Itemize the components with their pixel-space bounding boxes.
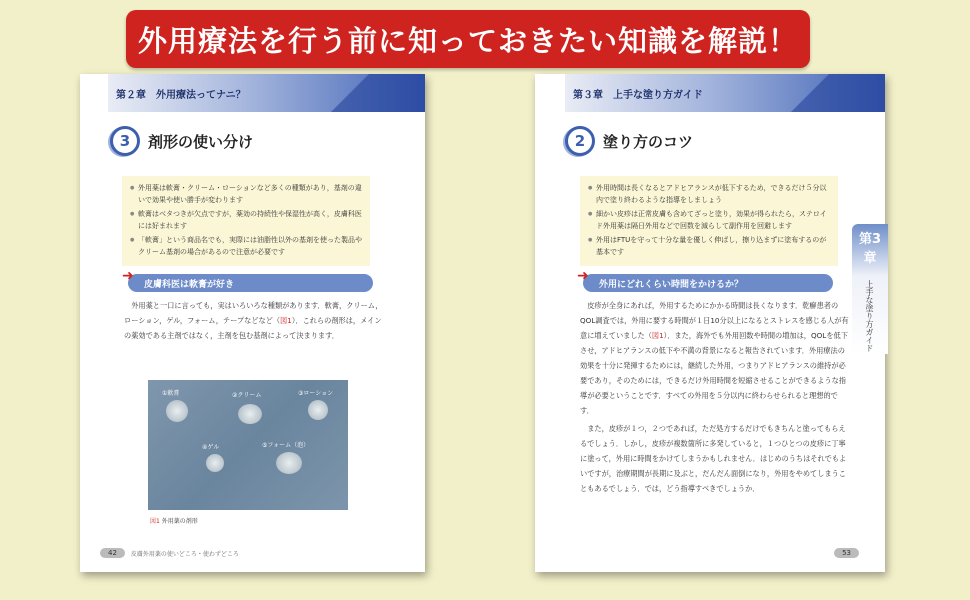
figure-reference: 図1: [280, 316, 292, 325]
summary-bullet: ● 外用はFTUを守って十分な量を優しく伸ばし，擦り込まずに塗布するのが基本です: [588, 234, 830, 258]
body-text: また，皮疹が１つ，２つであれば，ただ処方するだけでもきちんと塗ってもらえるでしょう．しかし，皮疹が複数箇所に多発していると，１つひとつの皮疹に丁寧に塗って，外用に時間をかけてしまうかもしれません．はじめのうちはそれでもよいですが，治療期間が長期に及ぶと，だんだん面倒になり，外用をやめてしまうこともあるでしょう．では，どう指導すべきでしょうか．: [580, 424, 847, 493]
body-paragraph: [580, 298, 850, 499]
section-title: 塗り方のコツ: [603, 132, 694, 151]
figure-caption: 図1 外用薬の剤形: [150, 518, 198, 525]
headline-banner: 外用療法を行う前に知っておきたい知識を解説！: [126, 10, 810, 68]
photo-label: ③ローション: [298, 390, 334, 397]
subheading-text: 皮膚科医は軟膏が好き: [144, 279, 235, 290]
arrow-icon: ➜: [577, 268, 589, 284]
page-footer: [100, 548, 239, 558]
summary-box: [580, 176, 838, 266]
chapter-title: 第３章 上手な塗り方ガイド: [573, 89, 703, 101]
body-text: 外用薬と一口に言っても，実はいろいろな種類があります．軟膏，クリーム，ローション，ゲル，フォーム，テープなどなど（: [124, 301, 383, 325]
summary-bullet: ● 「軟膏」という商品名でも，実際には油脂性以外の基剤を使った製品やクリーム基剤の場合があるので注意が必要です: [130, 234, 362, 258]
figure-reference: 図1: [651, 331, 664, 340]
chapter-header: [108, 74, 425, 112]
summary-bullet: ● 外用薬は軟膏・クリーム・ローションなど多くの種類があり，基剤の違いで効果や使い勝手が変わります: [130, 182, 362, 206]
chapter-side-tab: [852, 224, 888, 354]
page-footer: [834, 548, 859, 558]
chapter-header: [565, 74, 885, 112]
body-text: ）．これらの剤形は，メインの薬効である主剤ではなく，主剤を包む基剤によって決まります．: [124, 316, 382, 340]
footer-text: 皮膚外用薬の使いどころ・使わずどころ: [130, 550, 239, 558]
side-tab-number: 第3章: [858, 232, 882, 266]
page-number: 42: [100, 548, 125, 558]
chapter-title: 第２章 外用療法ってナニ？: [116, 89, 246, 101]
side-tab-text: 上手な塗り方ガイド: [865, 280, 874, 352]
formulation-photo: [148, 380, 348, 510]
left-page: [80, 74, 425, 572]
page-number: 53: [834, 548, 859, 558]
body-paragraph: [124, 298, 384, 346]
photo-label: ②クリーム: [232, 392, 262, 399]
section-title: 剤形の使い分け: [148, 132, 254, 151]
body-text: ）．また，海外でも外用回数や時間の増加は，QOLを低下させ，アドヒアランスの低下や不満の背景になると報告されています．外用療法の効果を十分に発揮するためには，継続した外用，つまりアドヒアランスの維持が必要であり，そのためには，できるだけ外用時間を短縮させることができるような指導が必要ということです．すべての外用を５分以内に終わらせられると理想的です．: [580, 331, 848, 415]
summary-box: [122, 176, 370, 266]
photo-label: ①軟膏: [162, 390, 180, 397]
subheading-bar: [122, 268, 373, 292]
photo-label: ⑤フォーム（泡）: [262, 442, 310, 449]
right-page: [535, 74, 885, 572]
section-number: 3: [110, 126, 140, 156]
summary-bullet: ● 軟膏はベタつきが欠点ですが，薬効の持続性や保湿性が高く，皮膚科医には好まれます: [130, 208, 362, 232]
body-text: 皮疹が全身にあれば，外用するためにかかる時間は長くなります．乾癬患者のQOL調査では，外用に要する時間が１日10分以上になるとストレスを感じる人が有意に増えていました（: [580, 301, 849, 340]
summary-bullet: ● 外用時間は長くなるとアドヒアランスが低下するため，できるだけ５分以内で塗り終わるような指導をしましょう: [588, 182, 830, 206]
subheading-text: 外用にどれくらい時間をかけるか？: [599, 279, 744, 290]
arrow-icon: ➜: [122, 268, 134, 284]
section-heading: [565, 126, 693, 156]
subheading-bar: [577, 268, 833, 292]
section-number: 2: [565, 126, 595, 156]
photo-label: ④ゲル: [202, 444, 220, 451]
summary-bullet: ● 細かい皮疹は正常皮膚も含めてざっと塗り，効果が得られたら，ステロイド外用薬は隔日外用などで回数を減らして副作用を回避します: [588, 208, 830, 232]
section-heading: [110, 126, 253, 156]
